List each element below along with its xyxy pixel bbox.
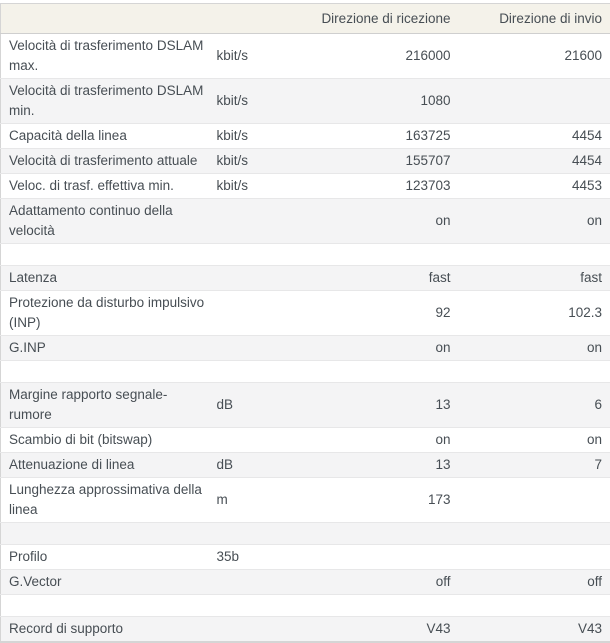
- row-unit: [213, 570, 285, 595]
- row-send-value: off: [455, 570, 610, 595]
- row-receive-value: [285, 523, 455, 545]
- row-send-value: 21600: [455, 34, 610, 79]
- row-label: G.Vector: [1, 570, 213, 595]
- row-send-value: V43: [455, 617, 610, 643]
- row-send-value: [455, 478, 610, 523]
- row-receive-value: 163725: [285, 124, 455, 149]
- row-send-value: 7: [455, 453, 610, 478]
- row-unit: [213, 266, 285, 291]
- dsl-info-table: [0, 3, 610, 643]
- row-label: Profilo: [1, 545, 213, 570]
- row-unit: dB: [213, 453, 285, 478]
- row-label: Attenuazione di linea: [1, 453, 213, 478]
- row-receive-value: [285, 244, 455, 266]
- table-row: [1, 383, 610, 428]
- row-label: [1, 244, 213, 266]
- table-row: [1, 545, 610, 570]
- row-label: Velocità di trasferimento DSLAM max.: [1, 34, 213, 79]
- row-receive-value: 1080: [285, 79, 455, 124]
- row-receive-value: 13: [285, 383, 455, 428]
- row-label: Velocità di trasferimento attuale: [1, 149, 213, 174]
- row-receive-value: on: [285, 199, 455, 244]
- row-send-value: [455, 545, 610, 570]
- row-receive-value: off: [285, 570, 455, 595]
- row-receive-value: 13: [285, 453, 455, 478]
- table-row: [1, 336, 610, 361]
- row-unit: [213, 523, 285, 545]
- row-unit: kbit/s: [213, 149, 285, 174]
- row-unit: 35b: [213, 545, 285, 570]
- table-row: [1, 617, 610, 643]
- row-unit: dB: [213, 383, 285, 428]
- row-unit: m: [213, 478, 285, 523]
- row-send-value: 4453: [455, 174, 610, 199]
- row-unit: kbit/s: [213, 34, 285, 79]
- row-label: Protezione da disturbo impulsivo (INP): [1, 291, 213, 336]
- row-send-value: on: [455, 199, 610, 244]
- row-label: Adattamento continuo della velocità: [1, 199, 213, 244]
- table-row: [1, 174, 610, 199]
- row-unit: [213, 244, 285, 266]
- header-send-direction: Direzione di invio: [455, 4, 610, 34]
- table-body: [1, 34, 610, 643]
- row-receive-value: 92: [285, 291, 455, 336]
- header-receive-direction: Direzione di ricezione: [285, 4, 455, 34]
- row-send-value: 102.3: [455, 291, 610, 336]
- table-row: [1, 124, 610, 149]
- row-receive-value: on: [285, 428, 455, 453]
- row-send-value: on: [455, 428, 610, 453]
- table-row: [1, 478, 610, 523]
- table-row: [1, 244, 610, 266]
- table-row: [1, 595, 610, 617]
- row-label: Margine rapporto segnale-rumore: [1, 383, 213, 428]
- row-receive-value: fast: [285, 266, 455, 291]
- table-row: [1, 34, 610, 79]
- table-row: [1, 570, 610, 595]
- table-row: [1, 428, 610, 453]
- table-row: [1, 199, 610, 244]
- row-label: Latenza: [1, 266, 213, 291]
- table-row: [1, 266, 610, 291]
- header-unit-column: [213, 4, 285, 34]
- row-unit: [213, 336, 285, 361]
- table-row: [1, 453, 610, 478]
- row-send-value: [455, 523, 610, 545]
- row-send-value: 4454: [455, 149, 610, 174]
- row-unit: kbit/s: [213, 124, 285, 149]
- row-receive-value: [285, 361, 455, 383]
- row-receive-value: 216000: [285, 34, 455, 79]
- row-unit: [213, 617, 285, 643]
- row-label: Veloc. di trasf. effettiva min.: [1, 174, 213, 199]
- row-unit: [213, 291, 285, 336]
- row-send-value: [455, 595, 610, 617]
- row-receive-value: 155707: [285, 149, 455, 174]
- row-receive-value: on: [285, 336, 455, 361]
- row-unit: [213, 361, 285, 383]
- row-label: G.INP: [1, 336, 213, 361]
- row-label: Velocità di trasferimento DSLAM min.: [1, 79, 213, 124]
- row-send-value: [455, 244, 610, 266]
- table-row: [1, 291, 610, 336]
- row-unit: [213, 595, 285, 617]
- row-send-value: 4454: [455, 124, 610, 149]
- row-label: Lunghezza approssimativa della linea: [1, 478, 213, 523]
- row-unit: [213, 199, 285, 244]
- table-row: [1, 149, 610, 174]
- row-send-value: on: [455, 336, 610, 361]
- row-unit: [213, 428, 285, 453]
- table-row: [1, 361, 610, 383]
- row-send-value: fast: [455, 266, 610, 291]
- table-row: [1, 79, 610, 124]
- row-receive-value: [285, 545, 455, 570]
- row-receive-value: [285, 595, 455, 617]
- row-receive-value: 123703: [285, 174, 455, 199]
- row-label: Record di supporto: [1, 617, 213, 643]
- table-header-row: [1, 4, 610, 34]
- row-label: [1, 361, 213, 383]
- header-label-column: [1, 4, 213, 34]
- row-send-value: [455, 361, 610, 383]
- row-send-value: [455, 79, 610, 124]
- row-label: Capacità della linea: [1, 124, 213, 149]
- row-unit: kbit/s: [213, 174, 285, 199]
- row-unit: kbit/s: [213, 79, 285, 124]
- row-label: Scambio di bit (bitswap): [1, 428, 213, 453]
- row-receive-value: V43: [285, 617, 455, 643]
- row-receive-value: 173: [285, 478, 455, 523]
- row-label: [1, 523, 213, 545]
- table-row: [1, 523, 610, 545]
- row-label: [1, 595, 213, 617]
- row-send-value: 6: [455, 383, 610, 428]
